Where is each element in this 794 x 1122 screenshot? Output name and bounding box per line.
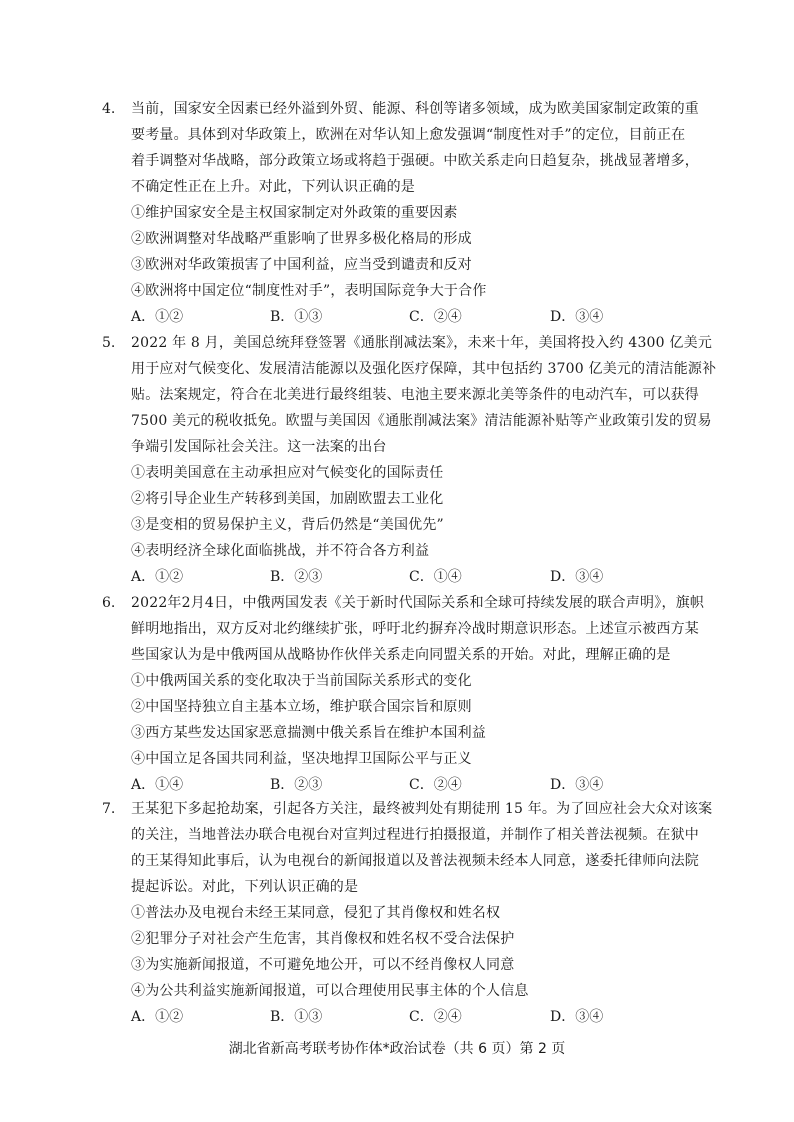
option-statement: ①中俄两国关系的变化取决于当前国际关系形式的变化 bbox=[131, 673, 472, 689]
option-statement: ①普法办及电视台未经王某同意，侵犯了其肖像权和姓名权 bbox=[131, 905, 501, 921]
page-footer: 湖北省新高考联考协作体*政治试卷（共 6 页）第 2 页 bbox=[228, 1041, 566, 1057]
choice-d[interactable]: D．③④ bbox=[550, 309, 604, 325]
choice-c[interactable]: C．①④ bbox=[409, 569, 462, 585]
question-5 bbox=[102, 330, 717, 590]
choice-b[interactable]: B．②③ bbox=[270, 569, 323, 585]
answer-choices bbox=[131, 564, 692, 590]
stem-line: 些国家认为是中俄两国从战略协作伙伴关系走向同盟关系的开始。对此，理解正确的是 bbox=[131, 647, 671, 663]
stem-line: 2022年2月4日，中俄两国发表《关于新时代国际关系和全球可持续发展的联合声明》，旗帜 bbox=[131, 595, 705, 611]
stem-line: 当前，国家安全因素已经外溢到外贸、能源、科创等诸多领域，成为欧美国家制定政策的重 bbox=[131, 101, 699, 117]
stem-line: 的关注，当地普法办联合电视台对宣判过程进行拍摄报道，并制作了相关普法视频。在狱中 bbox=[131, 827, 699, 843]
choice-c[interactable]: C．②④ bbox=[409, 777, 462, 793]
stem-line: 鲜明地指出，双方反对北约继续扩张，呼吁北约摒弃冷战时期意识形态。上述宣示被西方某 bbox=[131, 621, 699, 637]
choice-a[interactable]: A．①④ bbox=[131, 777, 184, 793]
choice-a[interactable]: A．①② bbox=[131, 1009, 184, 1025]
option-statement: ①维护国家安全是主权国家制定对外政策的重要因素 bbox=[131, 205, 458, 221]
option-statement: ①表明美国意在主动承担应对气候变化的国际责任 bbox=[131, 465, 444, 481]
option-statement: ③为实施新闻报道，不可避免地公开，可以不经肖像权人同意 bbox=[131, 957, 515, 973]
answer-choices bbox=[131, 1004, 692, 1030]
choice-b[interactable]: B．①③ bbox=[270, 309, 323, 325]
option-statement: ④为公共利益实施新闻报道，可以合理使用民事主体的个人信息 bbox=[131, 983, 529, 999]
option-statement: ②将引导企业生产转移到美国，加剧欧盟去工业化 bbox=[131, 491, 444, 507]
stem-line: 7500 美元的税收抵免。欧盟与美国因《通胀削减法案》清洁能源补贴等产业政策引发的贸易 bbox=[131, 413, 712, 429]
choice-c[interactable]: C．②④ bbox=[409, 309, 462, 325]
question-4 bbox=[102, 96, 699, 330]
choice-a[interactable]: A．①② bbox=[131, 309, 184, 325]
option-statement: ④表明经济全球化面临挑战，并不符合各方利益 bbox=[131, 543, 430, 559]
question-number: 6. bbox=[102, 595, 116, 611]
stem-line: 要考量。具体到对华政策上，欧洲在对华认知上愈发强调“制度性对手”的定位，目前正在 bbox=[131, 127, 686, 143]
question-number: 7. bbox=[102, 801, 116, 817]
answer-choices bbox=[131, 304, 692, 330]
option-statement: ②中国坚持独立自主基本立场，维护联合国宗旨和原则 bbox=[131, 699, 472, 715]
option-statement: ③欧洲对华政策损害了中国利益，应当受到谴责和反对 bbox=[131, 257, 472, 273]
question-number: 4. bbox=[102, 101, 116, 117]
answer-choices bbox=[131, 772, 692, 798]
option-statement: ④欧洲将中国定位“制度性对手”，表明国际竞争大于合作 bbox=[131, 283, 487, 299]
choice-b[interactable]: B．①③ bbox=[270, 1009, 323, 1025]
choice-a[interactable]: A．①② bbox=[131, 569, 184, 585]
option-statement: ④中国立足各国共同利益，坚决地捍卫国际公平与正义 bbox=[131, 751, 472, 767]
option-statement: ②欧洲调整对华战略严重影响了世界多极化格局的形成 bbox=[131, 231, 472, 247]
stem-line: 王某犯下多起抢劫案，引起各方关注，最终被判处有期徒刑 15 年。为了回应社会大众对该案 bbox=[131, 801, 713, 817]
question-6 bbox=[102, 590, 705, 798]
question-body bbox=[131, 590, 705, 798]
stem-line: 着手调整对华战略，部分政策立场或将趋于强硬。中欧关系走向日趋复杂，挑战显著增多， bbox=[131, 153, 699, 169]
choice-b[interactable]: B．②③ bbox=[270, 777, 323, 793]
option-statement: ③西方某些发达国家恶意揣测中俄关系旨在维护本国利益 bbox=[131, 725, 486, 741]
question-body bbox=[131, 96, 699, 330]
stem-line: 不确定性正在上升。对此，下列认识正确的是 bbox=[131, 179, 415, 195]
choice-c[interactable]: C．②④ bbox=[409, 1009, 462, 1025]
question-body bbox=[131, 796, 713, 1030]
stem-line: 争端引发国际社会关注。这一法案的出台 bbox=[131, 439, 387, 455]
stem-line: 用于应对气候变化、发展清洁能源以及强化医疗保障，其中包括约 3700 亿美元的清洁能源补 bbox=[131, 361, 717, 377]
stem-line: 贴。法案规定，符合在北美进行最终组装、电池主要来源北美等条件的电动汽车，可以获得 bbox=[131, 387, 699, 403]
option-statement: ③是变相的贸易保护主义，背后仍然是“美国优先” bbox=[131, 517, 444, 533]
stem-line: 提起诉讼。对此，下列认识正确的是 bbox=[131, 879, 359, 895]
choice-d[interactable]: D．③④ bbox=[550, 1009, 604, 1025]
question-body bbox=[131, 330, 717, 590]
question-7 bbox=[102, 796, 713, 1030]
question-number: 5. bbox=[102, 335, 116, 351]
option-statement: ②犯罪分子对社会产生危害，其肖像权和姓名权不受合法保护 bbox=[131, 931, 515, 947]
choice-d[interactable]: D．③④ bbox=[550, 777, 604, 793]
stem-line: 2022 年 8 月，美国总统拜登签署《通胀削减法案》，未来十年，美国将投入约 4300 亿美元 bbox=[131, 335, 713, 351]
choice-d[interactable]: D．③④ bbox=[550, 569, 604, 585]
stem-line: 的王某得知此事后，认为电视台的新闻报道以及普法视频未经本人同意，遂委托律师向法院 bbox=[131, 853, 699, 869]
